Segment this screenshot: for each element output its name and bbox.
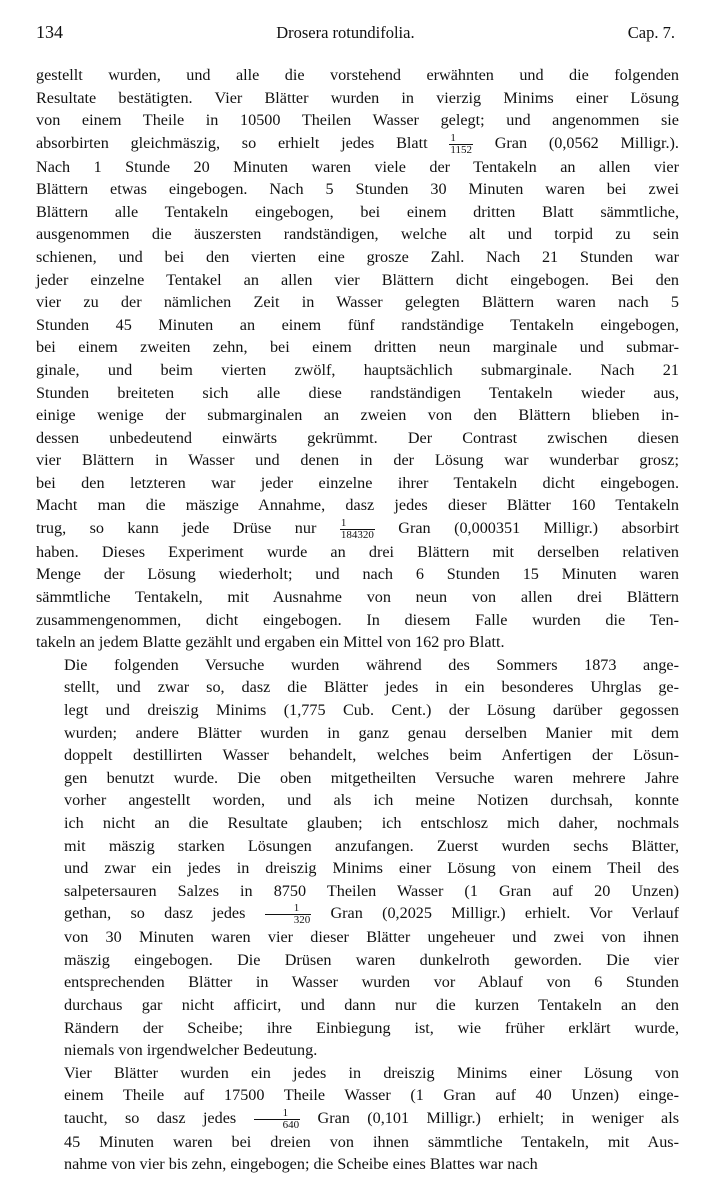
text-line: haben. Dieses Experiment wurde an drei Blättern mit derselben relativen (36, 542, 679, 561)
text-line: ginale, und beim vierten zwölf, hauptsächlich submarginale. Nach 21 (36, 360, 679, 379)
text-line: stellt, und zwar so, dasz die Blätter jedes in ein besonderes Uhrglas ge- (64, 678, 679, 697)
text-line: doppelt destillirten Wasser behandelt, welches beim Anfertigen der Lösun- (64, 746, 679, 765)
text-line: von 30 Minuten waren vier dieser Blätter ungeheuer und zwei von ihnen (64, 928, 679, 947)
chapter-label: Cap. 7. (627, 23, 675, 42)
text-line: wurden; andere Blätter wurden in ganz genau derselben Manier mit dem (64, 723, 679, 742)
text-segment: taucht, so dasz jedes (64, 1108, 254, 1127)
text-line: Stunden 45 Minuten an einem fünf randständige Tentakeln eingebogen, (36, 315, 679, 334)
text-line: bei den letzteren war jeder einzelne ihrer Tentakeln dicht eingebogen. (36, 473, 679, 492)
running-title: Drosera rotundifolia. (276, 23, 415, 42)
text-line: zusammengenommen, dicht eingebogen. In diesem Falle wurden die Ten- (36, 610, 679, 629)
text-line: einem Theile auf 17500 Theile Wasser (1 Gran auf 40 Unzen) einge- (64, 1086, 679, 1105)
fraction-numerator: 1 (254, 1108, 301, 1120)
text-line: Blättern alle Tentakeln eingebogen, bei einem dritten Blatt sämmtliche, (36, 202, 679, 221)
running-header (36, 22, 679, 52)
fraction (254, 1108, 301, 1131)
text-line: Menge der Lösung wiederholt; und nach 6 Stunden 15 Minuten waren (36, 565, 679, 584)
text-line: ausgenommen die äuszersten randständigen, welche alt und torpid zu sein (36, 225, 679, 244)
text-line: gestellt wurden, und alle die vorstehend erwähnten und die folgenden (36, 66, 679, 84)
paragraph (36, 654, 679, 1062)
text-line: schienen, und bei den vierten eine grosze Zahl. Nach 21 Stunden war (36, 247, 679, 266)
page-body (36, 64, 679, 1176)
text-line: Macht man die mäszige Annahme, dasz jedes dieser Blätter 160 Tentakeln (36, 496, 679, 515)
text-line: Stunden breiteten sich alle diese randständigen Tentakeln wieder aus, (36, 383, 679, 402)
text-line: sämmtliche Tentakeln, mit Ausnahme von neun von allen drei Blättern (36, 588, 679, 607)
text-line: 45 Minuten waren bei dreien von ihnen sämmtliche Tentakeln, mit Aus- (64, 1132, 679, 1151)
fraction (449, 133, 473, 156)
text-line: Blättern etwas eingebogen. Nach 5 Stunden 30 Minuten waren bei zwei (36, 180, 679, 199)
paragraph (36, 1062, 679, 1176)
text-line: jeder einzelne Tentakel an allen vier Blättern dicht eingebogen. Bei den (36, 270, 679, 289)
text-line: takeln an jedem Blatte gezählt und ergaben ein Mittel von 162 pro Blatt. (36, 633, 505, 652)
text-line (36, 902, 679, 926)
text-line (36, 517, 679, 541)
text-line: bei einem zweiten zehn, bei einem dritten neun marginale und submar- (36, 338, 679, 357)
text-segment: absorbirten gleichmäszig, so erhielt jedes Blatt (36, 133, 450, 152)
text-line (36, 1107, 679, 1131)
text-line: einige wenige der submarginalen an zweien von den Blättern blieben in- (36, 406, 679, 425)
text-line: legt und dreiszig Minims (1,775 Cub. Cent.) der Lösung darüber gegossen (64, 701, 679, 719)
text-line: Rändern der Scheibe; ihre Einbiegung ist, wie früher erklärt wurde, (64, 1018, 679, 1037)
text-line: salpetersauren Salzes in 8750 Theilen Wasser (1 Gran auf 20 Unzen) (64, 881, 679, 900)
text-line: vier zu der nämlichen Zeit in Wasser gelegten Blättern waren nach 5 (36, 293, 679, 312)
text-line: mäszig eingebogen. Die Drüsen waren dunkelroth geworden. Die vier (64, 950, 679, 969)
text-segment: trug, so kann jede Drüse nur (36, 519, 340, 538)
page-number: 134 (36, 22, 63, 42)
text-line: Resultate bestätigten. Vier Blätter wurden in vierzig Minims einer Lösung (36, 88, 679, 107)
text-line: und zwar ein jedes in dreiszig Minims einer Lösung von einem Theil des (64, 859, 679, 878)
text-line: niemals von irgendwelcher Bedeutung. (64, 1041, 318, 1060)
fraction-numerator: 1 (265, 903, 312, 915)
fraction-numerator: 1 (449, 133, 473, 145)
text-segment: gethan, so dasz jedes (64, 904, 265, 923)
text-line: durchaus gar nicht afficirt, und dann nur die kurzen Tentakeln an den (64, 995, 679, 1014)
text-line: Vier Blätter wurden ein jedes in dreiszig Minims einer Lösung von (64, 1063, 679, 1082)
text-line: von einem Theile in 10500 Theilen Wasser gelegt; und angenommen sie (36, 111, 679, 130)
text-line: mit mäszig starken Lösungen anzufangen. Zuerst wurden sechs Blätter, (64, 836, 679, 855)
paragraph (36, 64, 679, 654)
text-segment: Gran (0,2025 Milligr.) erhielt. Vor Verlauf (311, 904, 679, 923)
text-line: Nach 1 Stunde 20 Minuten waren viele der Tentakeln an allen vier (36, 157, 679, 176)
fraction-denominator: 184320 (340, 528, 374, 541)
fraction-denominator: 640 (282, 1118, 300, 1131)
fraction-denominator: 1152 (450, 143, 472, 156)
fraction-numerator: 1 (340, 518, 375, 530)
text-line: Die folgenden Versuche wurden während des Sommers 1873 ange- (64, 655, 679, 674)
text-line (36, 132, 679, 156)
text-line: nahme von vier bis zehn, eingebogen; die Scheibe eines Blattes war nach (64, 1155, 538, 1174)
text-line: entsprechenden Blätter in Wasser wurden vor Ablauf von 6 Stunden (64, 973, 679, 992)
text-segment: Gran (0,101 Milligr.) erhielt; in weniger als (300, 1108, 680, 1127)
text-line: gen benutzt wurde. Die oben mitgetheilten Versuche waren mehrere Jahre (64, 768, 679, 787)
text-line: vorher angestellt worden, und als ich meine Notizen durchsah, konnte (64, 791, 679, 810)
fraction (340, 518, 375, 541)
text-line: ich nicht an die Resultate glauben; ich entschlosz mich daher, nochmals (64, 813, 679, 832)
text-line: vier Blättern in Wasser und denen in der Lösung war wunderbar grosz; (36, 451, 679, 470)
fraction (265, 903, 312, 926)
text-line: dessen unbedeutend einwärts gekrümmt. Der Contrast zwischen diesen (36, 428, 679, 447)
text-segment: Gran (0,0562 Milligr.). (472, 133, 679, 152)
text-segment: Gran (0,000351 Milligr.) absorbirt (374, 519, 679, 538)
fraction-denominator: 320 (293, 914, 311, 927)
